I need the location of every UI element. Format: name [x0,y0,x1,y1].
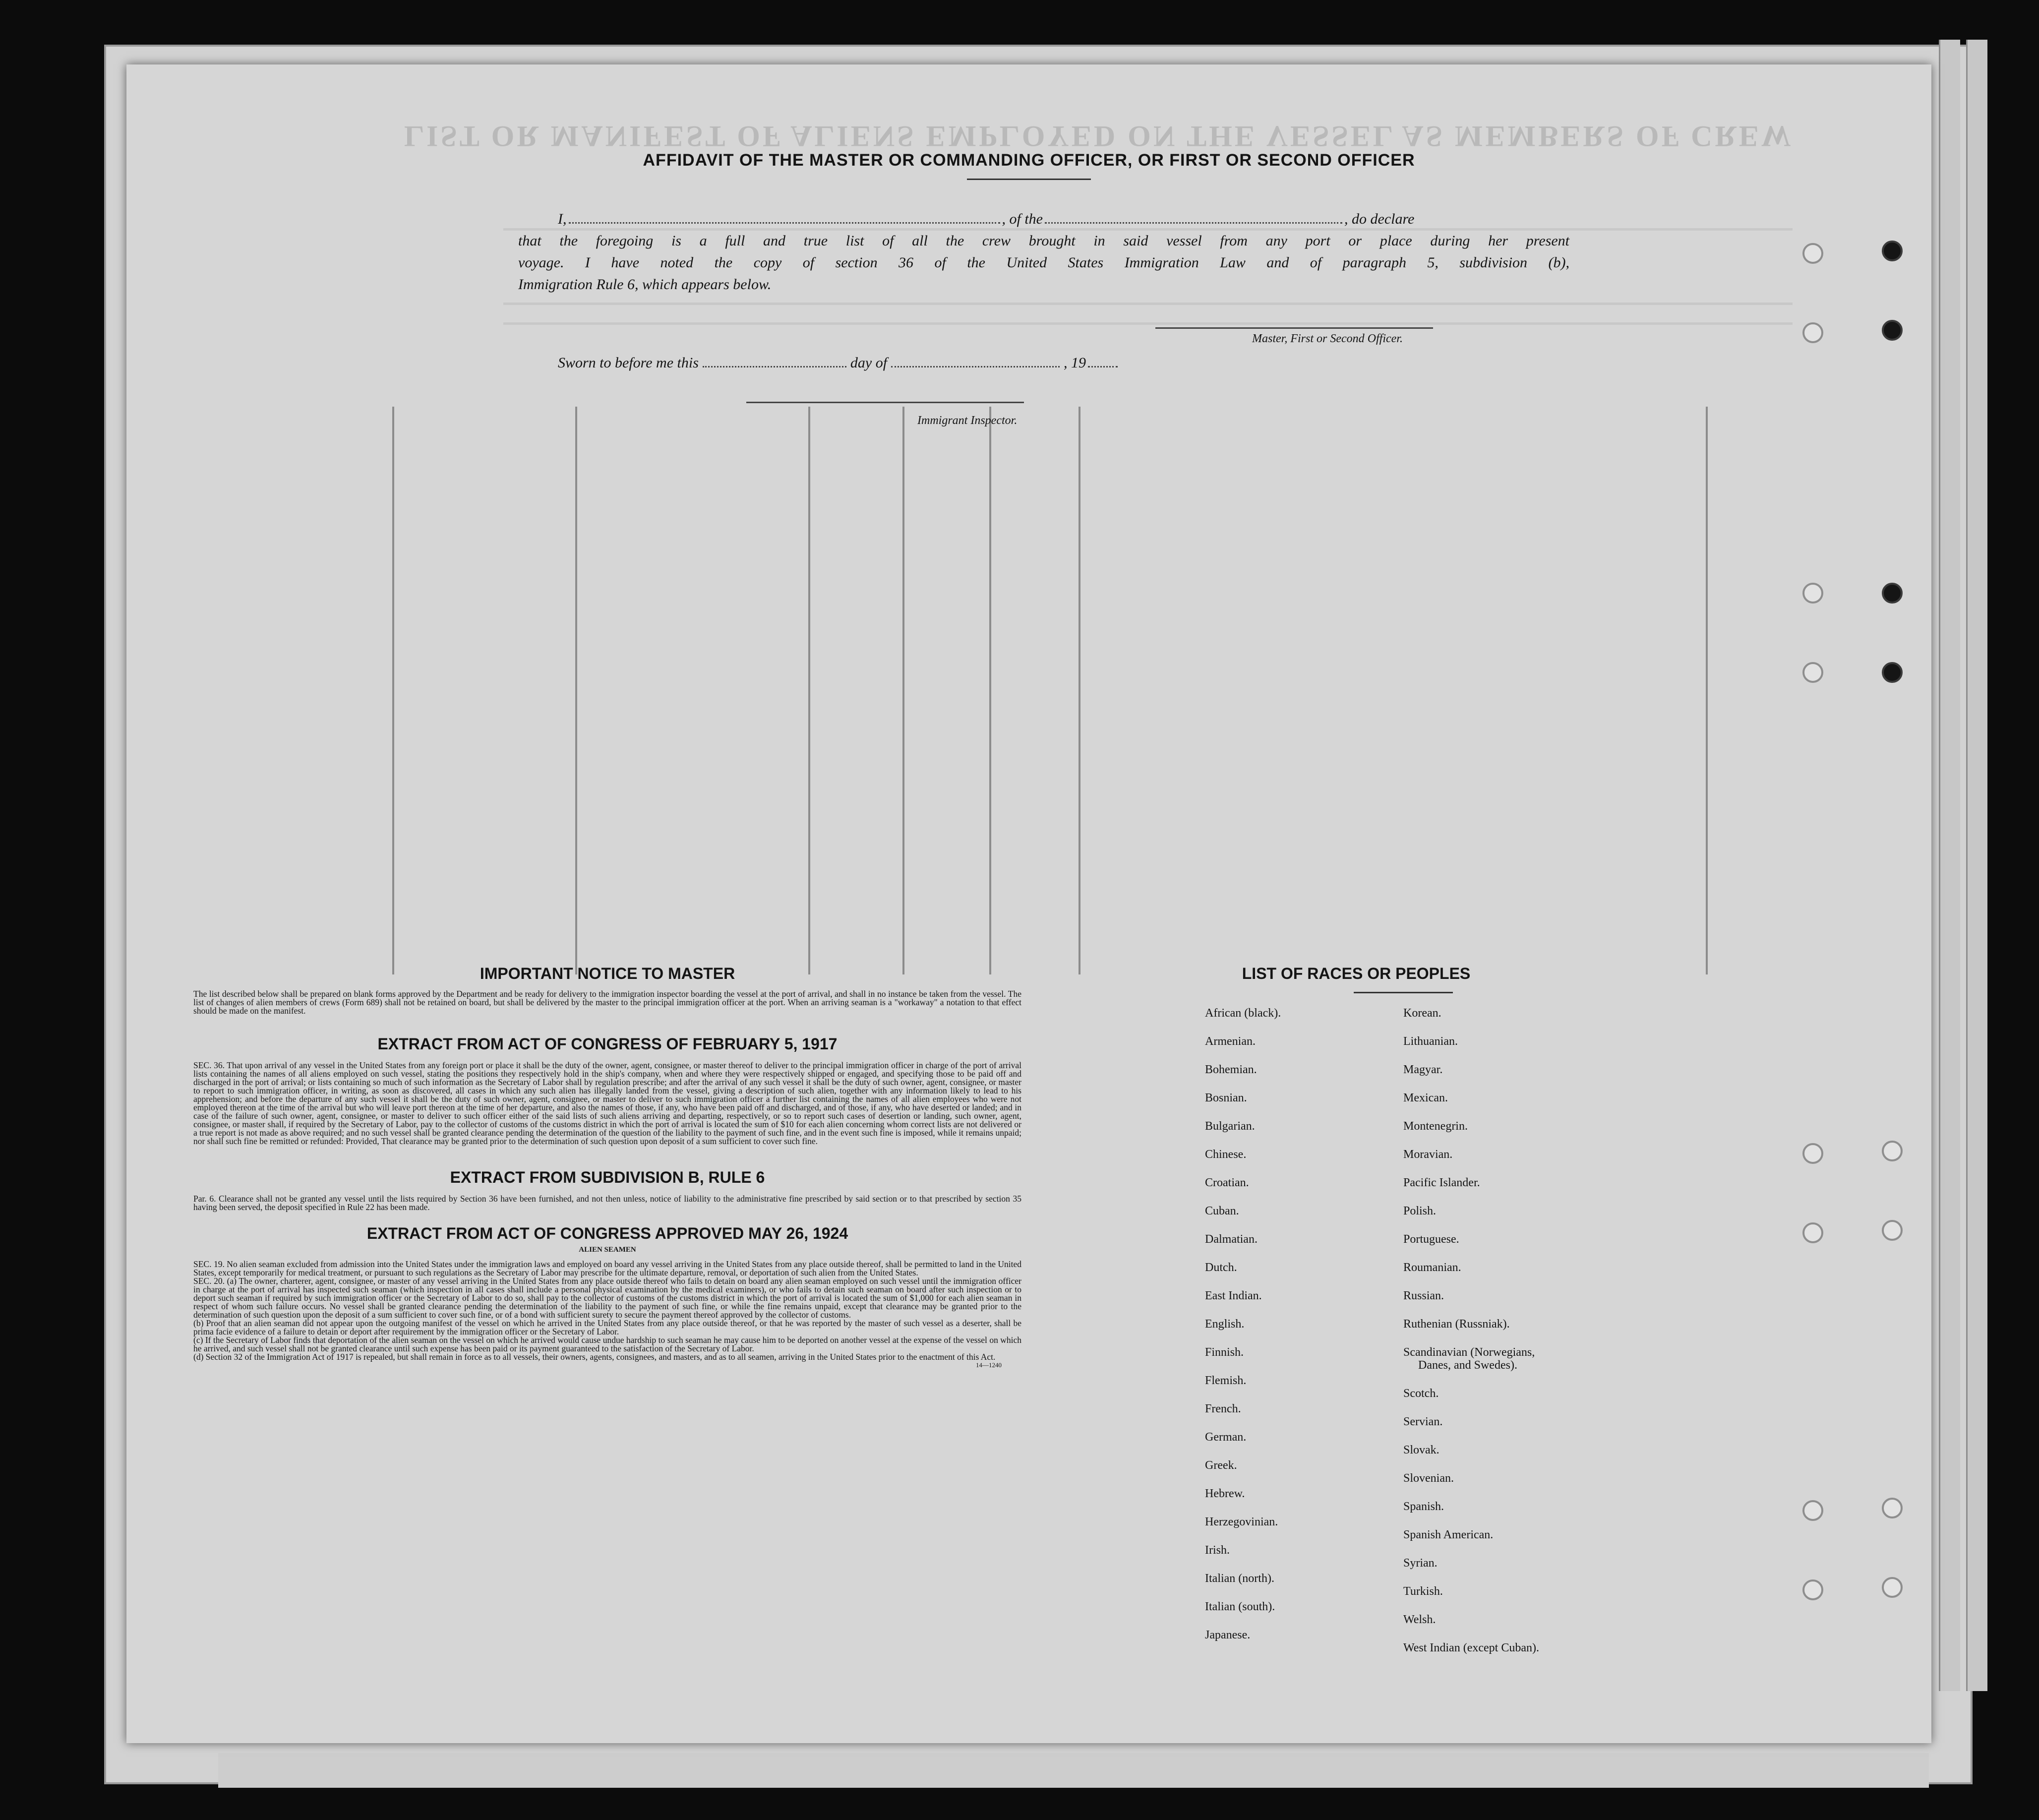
race-item: Pacific Islander. [1403,1176,1480,1189]
punch-hole [1802,1143,1823,1164]
column-rule [808,407,810,974]
punch-hole [1802,322,1823,343]
extract-1924-subtitle: ALIEN SEAMEN [579,1246,636,1254]
race-item: Welsh. [1403,1613,1436,1626]
race-item: Greek. [1205,1459,1237,1472]
punch-hole [1802,243,1823,264]
race-item: Montenegrin. [1403,1120,1468,1133]
race-item: Spanish. [1403,1500,1444,1513]
race-item: Syrian. [1403,1556,1438,1570]
race-item: Finnish. [1205,1346,1244,1359]
sworn-line [558,352,1302,374]
affidavit-line-4: Immigration Rule 6, which appears below. [518,276,772,293]
inspector-signature-line[interactable] [746,402,1024,403]
race-item: German. [1205,1431,1247,1444]
column-rule [392,407,394,974]
extract-1917-title: EXTRACT FROM ACT OF CONGRESS OF FEBRUARY 5, 1917 [377,1035,838,1053]
race-item: Magyar. [1403,1063,1443,1076]
race-item: Scotch. [1403,1387,1439,1400]
race-item: English. [1205,1318,1245,1331]
legal-notices [193,965,1021,1369]
race-item: Ruthenian (Russniak). [1403,1318,1510,1331]
race-item: Hebrew. [1205,1487,1245,1500]
race-item: Scandinavian (Norwegians, [1403,1346,1535,1359]
sworn-day-field[interactable] [703,354,846,367]
extract-rule6-text: Par. 6. Clearance shall not be granted any vessel until the lists required by Section 36 have been furnished, and not then unless, notice of liability to the administrative fine prescribed by said section or to that prescribed by section 35 having been served, the deposit specified in Rule 22 has been made. [193,1194,1021,1212]
punch-hole [1882,320,1903,341]
extract-rule6-title: EXTRACT FROM SUBDIVISION B, RULE 6 [450,1168,765,1186]
race-item: Herzegovinian. [1205,1516,1278,1528]
punch-hole [1882,1577,1903,1598]
sworn-month-field[interactable] [891,354,1060,367]
extract-1924-title: EXTRACT FROM ACT OF CONGRESS APPROVED MAY 26, 1924 [366,1224,848,1242]
race-item: Portuguese. [1403,1233,1459,1246]
affidavit-line-2: that the foregoing is a full and true list of all the crew brought in said vessel from any port or place during her present [518,233,1569,249]
race-item: Flemish. [1205,1374,1247,1387]
race-item: Spanish American. [1403,1528,1494,1541]
extract-1917-text: SEC. 36. That upon arrival of any vessel in the United States from any foreign port or place it shall be the duty of the owner, agent, consignee, or master thereof to deliver to the principal immigration officer in charge of the port of arrival lists containing the names of all aliens employed on such vessel, stating the positions they respectively hold in the ship's company, when and where they were respectively shipped or engaged, and specifying those to be paid off and discharged in the port of arrival; or lists containing so much of such information as the Secretary of Labor shall by regulation prescribe; and after the arrival of any such vessel it shall be the duty of such owner, agent, consignee, or master to report to such immigration officer, in writing, as soon as discovered, all cases in which any such alien has illegally landed from the vessel, giving a description of such alien, together with any information likely to lead to his apprehension; and before the departure of any such vessel it shall be the duty of such owner, agent, consignee, or master to deliver to such immigration officer a further list containing the names of all alien employees who were not employed thereon at the time of the arrival but who will leave port thereon at the time of her departure, and also the names of those, if any, who have been paid off and discharged, and of those, if any, who have deserted or landed; and in case of the failure of such owner, agent, consignee, or master to deliver to such officer either of the said lists of such aliens arriving and departing, respectively, or so to report such cases of desertion or landing, such owner, agent, consignee, or master shall, if required by the Secretary of Labor, pay to the collector of customs of the customs district in which the port of arrival is located the sum of $10 for each alien concerning whom correct lists are not delivered or a true report is not made as above required; and no such vessel shall be granted clearance pending the determination of the question of the liability to the payment of such fine, and in the event such fine is imposed, while it remains unpaid; nor shall such fine be remitted or refunded: Provided, That clearance may be granted prior to the determination of such question upon deposit of a sum sufficient to cover such fine. [193,1060,1021,1146]
form-number: 14—1240 [976,1361,1002,1369]
punch-hole [1882,1141,1903,1161]
bleed-through-heading: LIST OR MANIFEST OF ALIENS EMPLOYED ON THE VESSEL AS MEMBERS OF CREW [404,120,1794,153]
punch-hole [1882,241,1903,261]
race-item: African (black). [1205,1007,1281,1020]
race-item: Danes, and Swedes). [1418,1358,1517,1372]
race-item: Bohemian. [1205,1063,1257,1076]
race-item: Croatian. [1205,1176,1249,1189]
races-title: LIST OF RACES OR PEOPLES [1242,965,1471,982]
race-item: Chinese. [1205,1148,1247,1161]
column-rule [575,407,577,974]
race-item: Japanese. [1205,1629,1251,1641]
extract-1924-sec20a: SEC. 20. (a) The owner, charterer, agent, consignee, or master of any vessel arriving in the United States from any place outside thereof who fails to detain on board any alien seaman employed on such vessel until the immigration officer in charge at the port of arrival has inspected such seaman (which inspection in all cases shall include a personal physical examination by the medical examiners), or who fails to detain such seaman on board after such inspection or to deport such seaman if required by such immigration officer or the Secretary of Labor to do so, shall pay to the collector of customs of the customs district in which the port of arrival is located the sum of $1,000 for each alien seaman in respect of whom such failure occurs. No vessel shall be granted clearance pending the determination of the liability to the payment of such fine, or while the fine remains unpaid, except that clearance may be granted prior to the determination of such question upon the deposit of a sum sufficient to cover such fine, or of a bond with sufficient surety to secure the payment thereof approved by the collector of customs. [193,1276,1021,1320]
extract-1924-sec20d: (d) Section 32 of the Immigration Act of 1917 is repealed, but shall remain in force as to all vessels, their owners, agents, consignees, and masters, and as to all seamen, arriving in the United States prior to the enactment of this Act. [193,1352,996,1362]
race-item: Roumanian. [1403,1261,1461,1274]
declarant-label: I, [558,211,567,227]
race-item: Mexican. [1403,1092,1448,1104]
race-item: Bulgarian. [1205,1120,1255,1133]
column-rule [1706,407,1708,974]
race-item: Dalmatian. [1205,1233,1258,1246]
bleed-through-line [503,322,1793,325]
declarant-name-field[interactable] [569,210,1000,224]
master-signature-line[interactable] [1155,327,1433,329]
extract-1924-sec20b: (b) Proof that an alien seaman did not appear upon the outgoing manifest of the vessel on which he arrived in the United States from any place outside thereof, or that he was reported by the master of such vessel as a deserter, shall be prima facie evidence of a failure to detain or deport after requirement by the immigration officer or the Secretary of Labor. [193,1318,1021,1336]
vessel-label: , of the [1002,211,1043,227]
affidavit-title: AFFIDAVIT OF THE MASTER OR COMMANDING OFFICER, OR FIRST OR SECOND OFFICER [643,151,1415,170]
punch-hole [1802,1579,1823,1600]
column-rule [1079,407,1080,974]
punch-hole [1802,583,1823,604]
title-rule [967,179,1091,180]
page-edge [1966,40,1987,1691]
race-item: Korean. [1403,1007,1441,1020]
sworn-year-field[interactable] [1088,354,1118,367]
race-item: Irish. [1205,1544,1230,1557]
affidavit-body [518,208,1569,296]
race-item: Italian (north). [1205,1572,1274,1585]
race-item: East Indian. [1205,1289,1262,1302]
document-page [126,64,1931,1743]
punch-hole [1802,1222,1823,1243]
bottom-strip [218,1753,1929,1788]
race-item: Slovenian. [1403,1471,1454,1485]
affidavit-line-3: voyage. I have noted the copy of section 36 of the United States Immigration Law and of paragraph 5, subdivision (b), [518,254,1569,271]
extract-1924-sec20c: (c) If the Secretary of Labor finds that deportation of the alien seaman on the vessel on which he arrived would cause undue hardship to such seaman he may cause him to be deported on another vessel at the expense of the vessel on which he arrived, and such vessel shall not be granted clearance until such expense has been paid or its payment guaranteed to the satisfaction of the Secretary of Labor. [193,1335,1021,1353]
races-title-rule [1354,992,1453,993]
race-item: Bosnian. [1205,1092,1247,1104]
race-item: Turkish. [1403,1584,1443,1598]
sworn-label: Sworn to before me this [558,355,699,371]
race-item: Cuban. [1205,1205,1239,1217]
punch-hole [1882,1220,1903,1241]
race-item: Servian. [1403,1415,1443,1428]
race-item: French. [1205,1402,1241,1415]
race-item: Italian (south). [1205,1600,1275,1613]
race-item: Moravian. [1403,1148,1453,1161]
inspector-signature-caption: Immigrant Inspector. [917,414,1018,427]
extract-1924-sec19: SEC. 19. No alien seaman excluded from admission into the United States under the immigration laws and employed on board any vessel arriving in the United States from any place outside thereof, shall be permitted to land in the United States, except temporarily for medical treatment, or pursuant to such regulations as the Secretary of Labor may prescribe for the ultimate departure, removal, or deportation of such alien from the United States. [193,1259,1021,1277]
race-item: Lithuanian. [1403,1035,1458,1048]
master-signature-caption: Master, First or Second Officer. [1252,332,1403,345]
column-rule [902,407,904,974]
race-item: West Indian (except Cuban). [1403,1641,1539,1654]
punch-hole [1802,662,1823,683]
race-item: Dutch. [1205,1261,1237,1274]
punch-hole [1882,1498,1903,1518]
race-item: Slovak. [1403,1443,1439,1456]
declare-label: , do declare [1344,211,1415,227]
race-item: Armenian. [1205,1035,1256,1048]
race-item: Polish. [1403,1205,1437,1217]
sworn-year-label: , 19 [1064,355,1086,371]
notice-text: The list described below shall be prepared on blank forms approved by the Department and be ready for delivery to the immigration inspector boarding the vessel at the port of arrival, and shall in no instance be taken from the vessel. The list of changes of alien members of crews (Form 689) shall not be retained on board, but shall be delivered by the master to the principal immigration officer at the port. When an arriving seaman is a "workaway" a notation to that effect should be made on the manifest. [193,989,1021,1016]
punch-hole [1882,662,1903,683]
punch-hole [1802,1500,1823,1521]
sworn-day-of-label: day of [850,355,888,371]
race-item: Russian. [1403,1289,1444,1302]
punch-hole [1882,583,1903,604]
vessel-name-field[interactable] [1045,210,1342,224]
bleed-through-line [503,303,1793,305]
notice-title: IMPORTANT NOTICE TO MASTER [480,965,735,982]
page-edge [1939,40,1960,1691]
column-rule [989,407,991,974]
declaration-line [518,208,1569,230]
